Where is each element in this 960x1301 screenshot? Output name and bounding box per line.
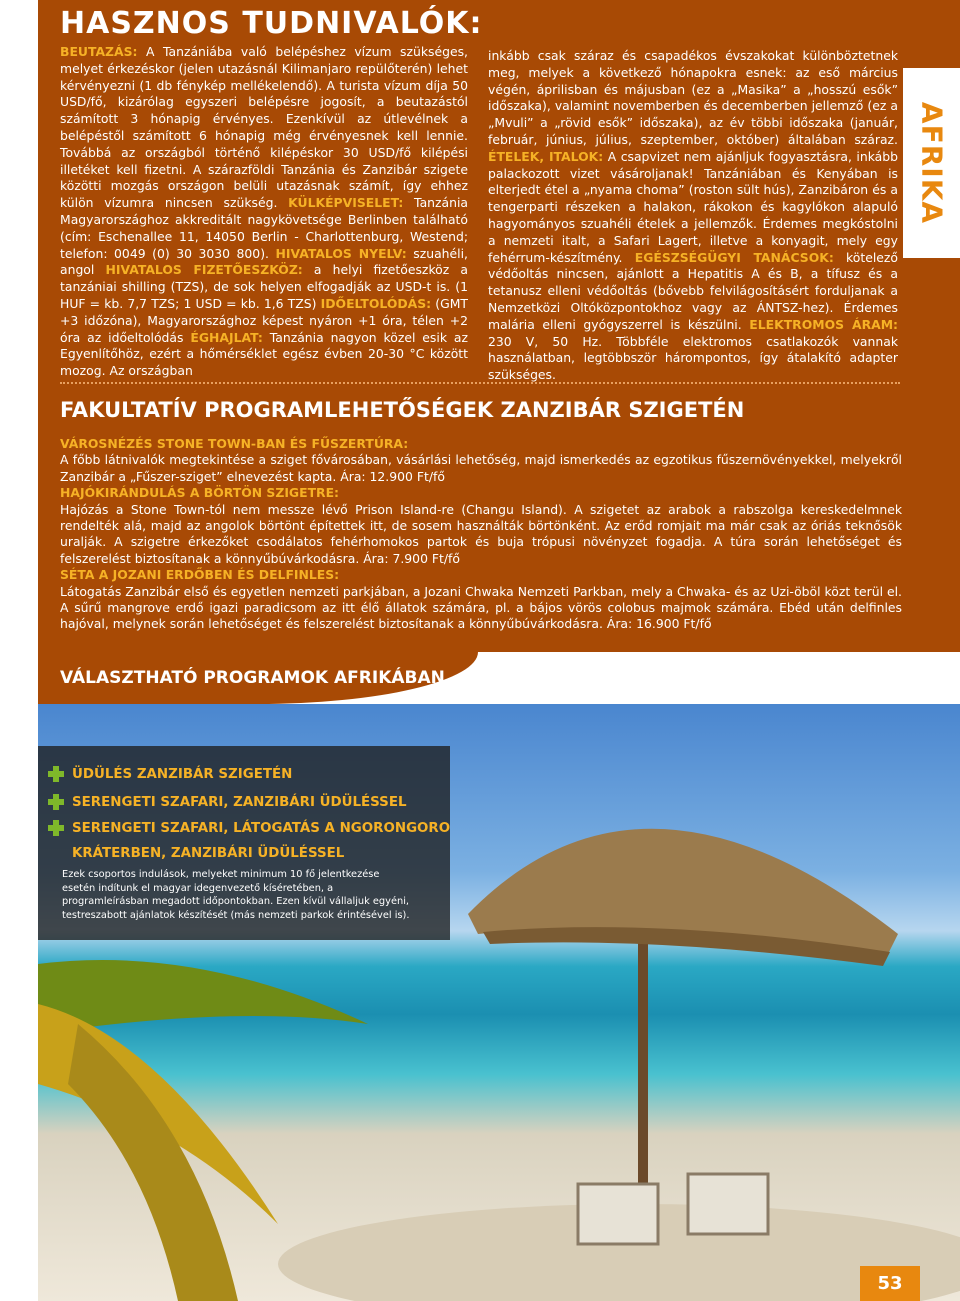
- program-option[interactable]: [48, 794, 407, 810]
- info-text: Tanzánia nagyon közel esik az Egyenlítőhöz, ezért a hőmérséklet egész évben 20-30 °C között mozog. Az országban: [60, 329, 468, 379]
- info-paragraph: [60, 44, 468, 380]
- lounger-left: [578, 1184, 658, 1244]
- program-option-label: SERENGETI SZAFARI, LÁTOGATÁS A NGORONGORO: [72, 820, 451, 836]
- info-column-right: [488, 48, 898, 384]
- program-option-continued: [72, 846, 344, 861]
- program-heading: VÁROSNÉZÉS STONE TOWN-BAN ÉS FŰSZERTÚRA:: [60, 436, 409, 451]
- info-key: KÜLKÉPVISELET:: [288, 195, 404, 211]
- info-text: kötelező védőoltás nincsen, ajánlott a Hepatitis A és B, a tífusz és a tetanusz elleni védőoltás (bővebb felvilágosításért forduljanak a Nemzetközi Oltóközpontokhoz vagy az ÁNTSZ-hez). Érdemes malária elleni gyógyszerrel is készülni.: [488, 249, 898, 332]
- fakultativ-list: [60, 436, 902, 633]
- info-key: ELEKTROMOS ÁRAM:: [749, 316, 898, 332]
- program-text: A főbb látnivalók megtekintése a sziget fővárosában, vásárlási lehetőség, majd ismerkedés az egzotikus fűszernövényekkel, melyekről Zanzibár a „Fűszer-sziget” elnevezést kapta. Ára: 12.900 Ft/fő: [60, 452, 902, 484]
- lounger-right: [688, 1174, 768, 1234]
- info-key: EGÉSZSÉGÜGYI TANÁCSOK:: [634, 249, 834, 265]
- palm-frond: [38, 960, 368, 1034]
- info-paragraph: [488, 48, 898, 384]
- programs-note: Ezek csoportos indulások, melyeket minimum 10 fő jelentkezése esetén indítunk el magyar idegenvezető kíséretében, a programleírásban megadott időpontokban. Ezen kívül vállaljuk egyéni, testreszabott ajánlatok készítését (más nemzeti parkok érintésével is).: [62, 869, 410, 921]
- info-text: A Tanzániába való belépéshez vízum szükséges, melyet érkezéskor (jelen utazásnál Kilimanjaro repülőterén) lehet kérvényezni (1 db fénykép mellékelendő). A turista vízum díja 50 USD/fő, kizárólag egyszeri belépésre jogosít, a beutazástól számított 3 hónapig érvényes. Ezenkívül az útlevélnek a belépéstől számított 6 hónapig még érvényesnek kell lennie. Továbbá az országból történő kilépéskor 30 USD/fő kilépési illetéket kell fizetni. A szárazföldi Tanzánia és Zanzibár szigete közötti mozgás országon belüli utazásnak számít, így ehhez külön vízumra nincsen szükség.: [60, 44, 468, 211]
- page-title: HASZNOS TUDNIVALÓK:: [60, 6, 483, 41]
- green-cross-icon: [48, 766, 64, 782]
- info-text: A csapvizet nem ajánljuk fogyasztásra, inkább palackozott vizet vásároljanak! Tanzániában és Kenyában is elterjedt étel a „nyama choma” (roston sült hús), Zanzibáron és a tengerparti részeken a halakon, rákokon és kagylókon alapuló hagyományos szuahéli ételek a jellemzők. Érdemes megkóstolni a nemzeti italt, a Safari Lagert, illetve a konyagit, mely egy fehérrum-készítmény.: [488, 148, 898, 265]
- page-number: 53: [860, 1266, 920, 1301]
- program-option-label: ÜDÜLÉS ZANZIBÁR SZIGETÉN: [72, 766, 293, 782]
- side-tab: [903, 68, 960, 258]
- program-heading: SÉTA A JOZANI ERDŐBEN ÉS DELFINLES:: [60, 567, 340, 583]
- info-text: inkább csak száraz és csapadékos évszakokat különböztetnek meg, melyek a következő hónapokra esnek: az eső március végén, áprilisban és májusban (ez a „Masika” a „hosszú esők” időszaka), valamint novemberben és decemberben jellemző (ez a „Mvuli” a „rövid esők” időszaka), az év többi időszaka (január, február, június, július, szeptember, október) általában száraz.: [488, 48, 898, 147]
- info-text: szuahéli, angol: [60, 245, 468, 278]
- program-option-label: KRÁTERBEN, ZANZIBÁRI ÜDÜLÉSSEL: [72, 846, 345, 861]
- program-text: Hajózás a Stone Town-tól nem messze lévő Prison Island-re (Changu Island). A szigetet az arabok a rabszolga kereskedelmnek rendelték alá, majd az angolok börtönt építettek itt, de sosem használták börtönként. Az erőd romjait ma már csak az óriás teknősök uralják. A szigetre érkezőket csodálatos fehérhomokos partok és buja trópusi növényzet fogadja. A túra során lehetőséget és felszerelést biztosítanak a könnyűbúvárkodásra. Ára: 7.900 Ft/fő: [60, 501, 902, 566]
- info-text: Tanzánia Magyarországhoz akkreditált nagykövetsége Berlinben található (cím: Eschenallee 11, 14050 Berlin - Charlottenburg, Westend; telefon: 0049 (0) 30 3030 800).: [60, 195, 468, 261]
- info-key: ÉGHAJLAT:: [190, 329, 263, 345]
- info-text: (GMT +3 időzóna), Magyarországhoz képest nyáron +1 óra, télen +2 óra az időeltolódás: [60, 295, 468, 345]
- program-option[interactable]: [48, 820, 450, 836]
- program-heading: HAJÓKIRÁNDULÁS A BÖRTÖN SZIGETRE:: [60, 485, 339, 501]
- green-cross-icon: [48, 794, 64, 810]
- info-text: a helyi fizetőeszköz a tanzániai shilling (TZS), de sok helyen elfogadják az USD-t is. (1 HUF = kb. 7,7 TZS; 1 USD = kb. 1,6 TZS): [60, 262, 468, 311]
- info-key: HIVATALOS FIZETŐESZKÖZ:: [105, 262, 303, 278]
- program-option[interactable]: [48, 766, 292, 782]
- side-label: AFRIKA: [915, 101, 948, 225]
- program-text: Látogatás Zanzibár első és egyetlen nemzeti parkjában, a Jozani Chwaka Nemzeti Parkban, mely a Chwaka- és az Uzi-öböl közt terül el. A sűrű mangrove erdő igazi paradicsom az itt élő állatok számára, pl. a bájos vörös colobus majmok számára. Ebéd után delfinles hajóval, melynek során lehetőséget és felszerelést biztosítanak a könnyűbúvárkodásra. Ára: 16.900 Ft/fő: [60, 583, 902, 632]
- program-option-label: SERENGETI SZAFARI, ZANZIBÁRI ÜDÜLÉSSEL: [72, 794, 407, 810]
- valaszthato-title: VÁLASZTHATÓ PROGRAMOK AFRIKÁBAN: [60, 668, 445, 688]
- fakultativ-title: FAKULTATÍV PROGRAMLEHETŐSÉGEK ZANZIBÁR SZIGETÉN: [60, 398, 745, 422]
- dotted-divider: [60, 382, 900, 384]
- info-key: IDŐELTOLÓDÁS:: [320, 295, 432, 311]
- info-key: HIVATALOS NYELV:: [275, 245, 407, 261]
- green-cross-icon: [48, 820, 64, 836]
- info-key: BEUTAZÁS:: [60, 44, 138, 59]
- info-key: ÉTELEK, ITALOK:: [488, 148, 604, 164]
- info-text: 230 V, 50 Hz. Többféle elektromos csatlakozók vannak használatban, legtöbbször hárompontos, így átalakító adapter szükséges.: [488, 333, 898, 383]
- info-column-left: [60, 44, 468, 380]
